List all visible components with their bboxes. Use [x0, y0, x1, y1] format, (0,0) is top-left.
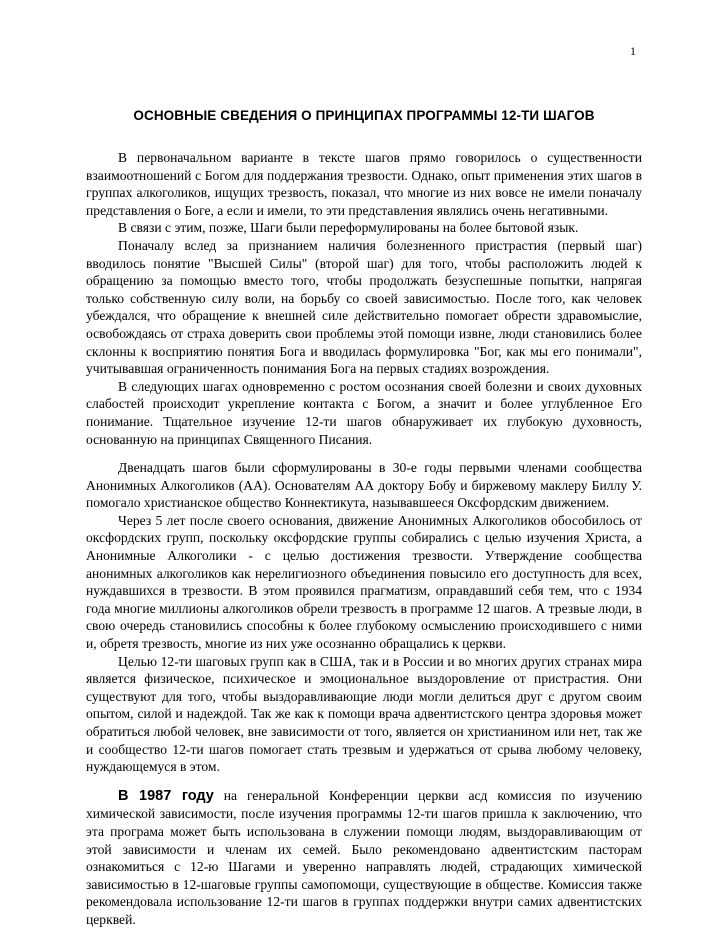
document-body [86, 149, 642, 929]
paragraph-1987 [86, 787, 642, 929]
paragraph: Поначалу вслед за признанием наличия болезненного пристрастия (первый шаг) вводилось понятие "Высшей Силы" (второй шаг) для того, чтобы расположить людей к обращению за помощью вместо того, чтобы продолжать безуспешные попытки, напрягая только собственную силу воли, на борьбу со своей зависимостью. После того, как человек убеждался, что обращение к внешней силе действительно помогает обрести здравомыслие, освобождаясь от страха доверить свои проблемы этой помощи извне, люди становились более склонны к восприятию понятия Бога и вводилась формулировка "Бог, как мы его понимали", учитывавшая ограниченность понимания Бога на первых стадиях возрождения. [86, 237, 642, 377]
paragraph: Целью 12-ти шаговых групп как в США, так и в России и во многих других странах мира является физическое, психическое и эмоциональное выздоровление от пристрастия. Они существуют для того, чтобы выздоравливающие люди могли делиться друг с другом своим опытом, силой и надеждой. Так же как к помощи врача адвентистского центра здоровья может обратиться любой человек, вне зависимости от того, является он христианином или нет, так же и сообщество 12-ти шагов помогает стать трезвым и удержаться от срыва любому человеку, нуждающемуся в этом. [86, 653, 642, 775]
document-title: ОСНОВНЫЕ СВЕДЕНИЯ О ПРИНЦИПАХ ПРОГРАММЫ 12-ТИ ШАГОВ [133, 108, 595, 123]
page-number: 1 [630, 44, 636, 58]
paragraph: В первоначальном варианте в тексте шагов прямо говорилось о существенности взаимоотношений с Богом для поддержания трезвости. Однако, опыт применения этих шагов в группах алкоголиков, ищущих трезвость, показал, что многие из них вовсе не имели поначалу представления о Боге, а если и имели, то эти представления являлись очень негативными. [86, 150, 642, 218]
paragraph: Через 5 лет после своего основания, движение Анонимных Алкоголиков обособилось от оксфордских групп, поскольку оксфордские группы собирались с целью изучения Христа, а Анонимные Алкоголики - с целью достижения трезвости. Утверждение сообщества анонимных алкоголиков как нерелигиозного объединения повысило его доступность для всех, нуждавшихся в трезвости. В этом проявился прагматизм, оправдавший себя тем, что с 1934 года многие миллионы алкоголиков обрели трезвость в программе 12 шагов. А трезвые люди, в свою очередь становились способны к более глубокому осмыслению происходившего с ними и, обретя трезвость, многие из них уже осознанно обращались к церкви. [86, 512, 642, 652]
paragraph: В следующих шагах одновременно с ростом осознания своей болезни и своих духовных слабостей происходит укрепление контакта с Богом, а значит и более углубленное Его понимание. Тщательное изучение 12-ти шагов обнаруживает их глубокую духовность, основанную на принципах Священного Писания. [86, 378, 642, 447]
paragraph-lead: В 1987 году [118, 787, 214, 804]
paragraph: В связи с этим, позже, Шаги были переформулированы на более бытовой язык. [118, 220, 579, 236]
paragraph-text: на генеральной Конференции церкви асд комиссия по изучению химической зависимости, после изучения программы 12-ти шагов пришла к заключению, что эта програма может быть использована в служении помощи людям, выздоравливающим от этой зависимости и членам их семей. Было рекомендовано адвентистским пасторам ознакомиться с 12-ю Шагами и уверенно направлять людей, страдающих химической зависимостью в 12-шаговые группы самопомощи, существующие в обществе. Комиссия также рекомендовала использование 12-ти шагов в группах поддержки внутри самих адвентистских церквей. [86, 787, 642, 927]
paragraph: Двенадцать шагов были сформулированы в 30-е годы первыми членами сообщества Анонимных Алкоголиков (АА). Основателям АА доктору Бобу и биржевому маклеру Биллу У. помогало христианское общество Коннектикута, называвшееся Оксфордским движением. [86, 460, 642, 511]
